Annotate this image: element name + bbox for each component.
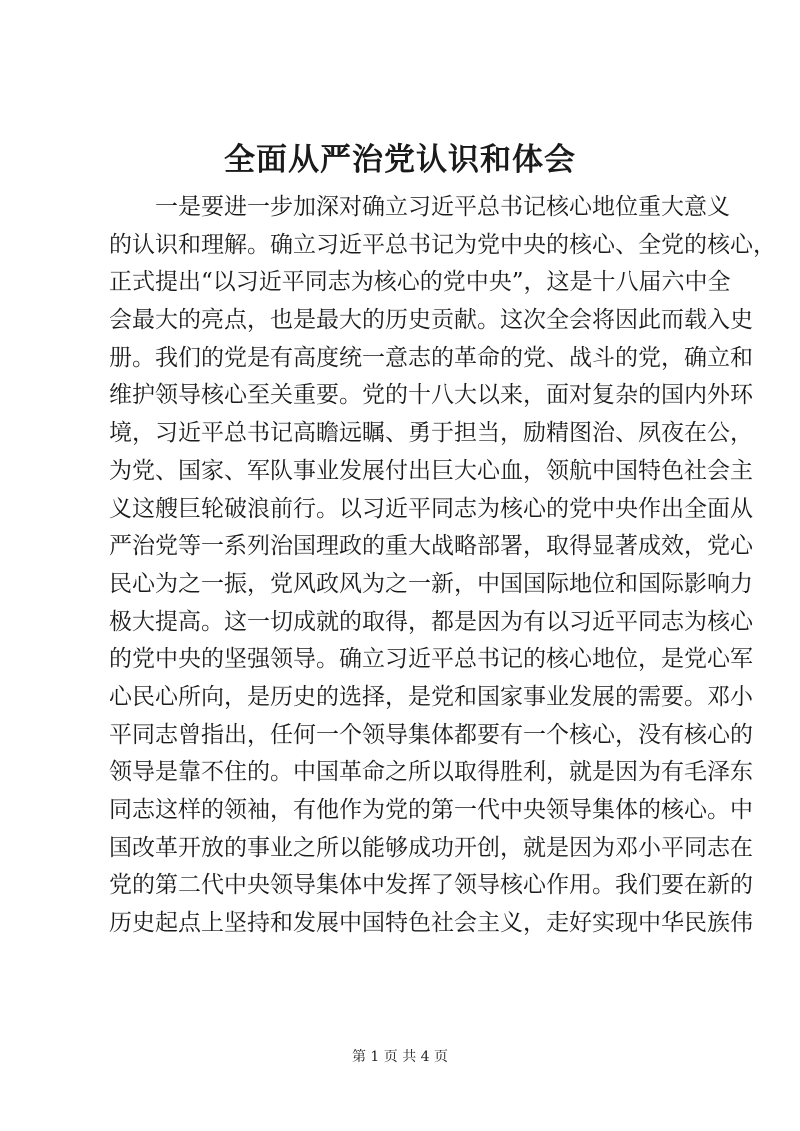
body-line: 心民心所向，是历史的选择，是党和国家事业发展的需要。邓小 (109, 683, 753, 710)
body-line: 会最大的亮点，也是最大的历史贡献。这次全会将因此而载入史 (109, 307, 753, 334)
body-line: 历史起点上坚持和发展中国特色社会主义，走好实现中华民族伟 (109, 910, 753, 937)
body-line: 正式提出“以习近平同志为核心的党中央”，这是十八届六中全 (109, 269, 731, 296)
body-line: 册。我们的党是有高度统一意志的革命的党、战斗的党，确立和 (109, 344, 753, 371)
body-line: 维护领导核心至关重要。党的十八大以来，面对复杂的国内外环 (109, 382, 753, 409)
body-line: 境，习近平总书记高瞻远瞩、勇于担当，励精图治、夙夜在公， (109, 420, 753, 447)
body-line: 平同志曾指出，任何一个领导集体都要有一个核心，没有核心的 (109, 721, 753, 748)
body-line: 同志这样的领袖，有他作为党的第一代中央领导集体的核心。中 (109, 797, 753, 823)
body-line: 的认识和理解。确立习近平总书记为党中央的核心、全党的核心， (109, 231, 776, 258)
document-title: 全面从严治党认识和体会 (224, 142, 576, 178)
body-line: 一是要进一步加深对确立习近平总书记核心地位重大意义 (109, 194, 730, 220)
body-line: 极大提高。这一切成就的取得，都是因为有以习近平同志为核心 (109, 608, 753, 635)
body-line: 国改革开放的事业之所以能够成功开创，就是因为邓小平同志在 (109, 834, 753, 861)
body-line: 党的第二代中央领导集体中发挥了领导核心作用。我们要在新的 (109, 872, 753, 899)
body-line: 义这艘巨轮破浪前行。以习近平同志为核心的党中央作出全面从 (109, 495, 753, 522)
page-number-footer: 第 1 页 共 4 页 (351, 1049, 449, 1065)
body-line: 领导是靠不住的。中国革命之所以取得胜利，就是因为有毛泽东 (109, 759, 753, 786)
body-line: 的党中央的坚强领导。确立习近平总书记的核心地位，是党心军 (109, 646, 753, 673)
body-line: 民心为之一振，党风政风为之一新，中国国际地位和国际影响力 (109, 570, 753, 597)
document-body (109, 189, 776, 943)
body-line: 为党、国家、军队事业发展付出巨大心血，领航中国特色社会主 (109, 457, 753, 484)
body-line: 严治党等一系列治国理政的重大战略部署，取得显著成效，党心 (109, 533, 753, 560)
